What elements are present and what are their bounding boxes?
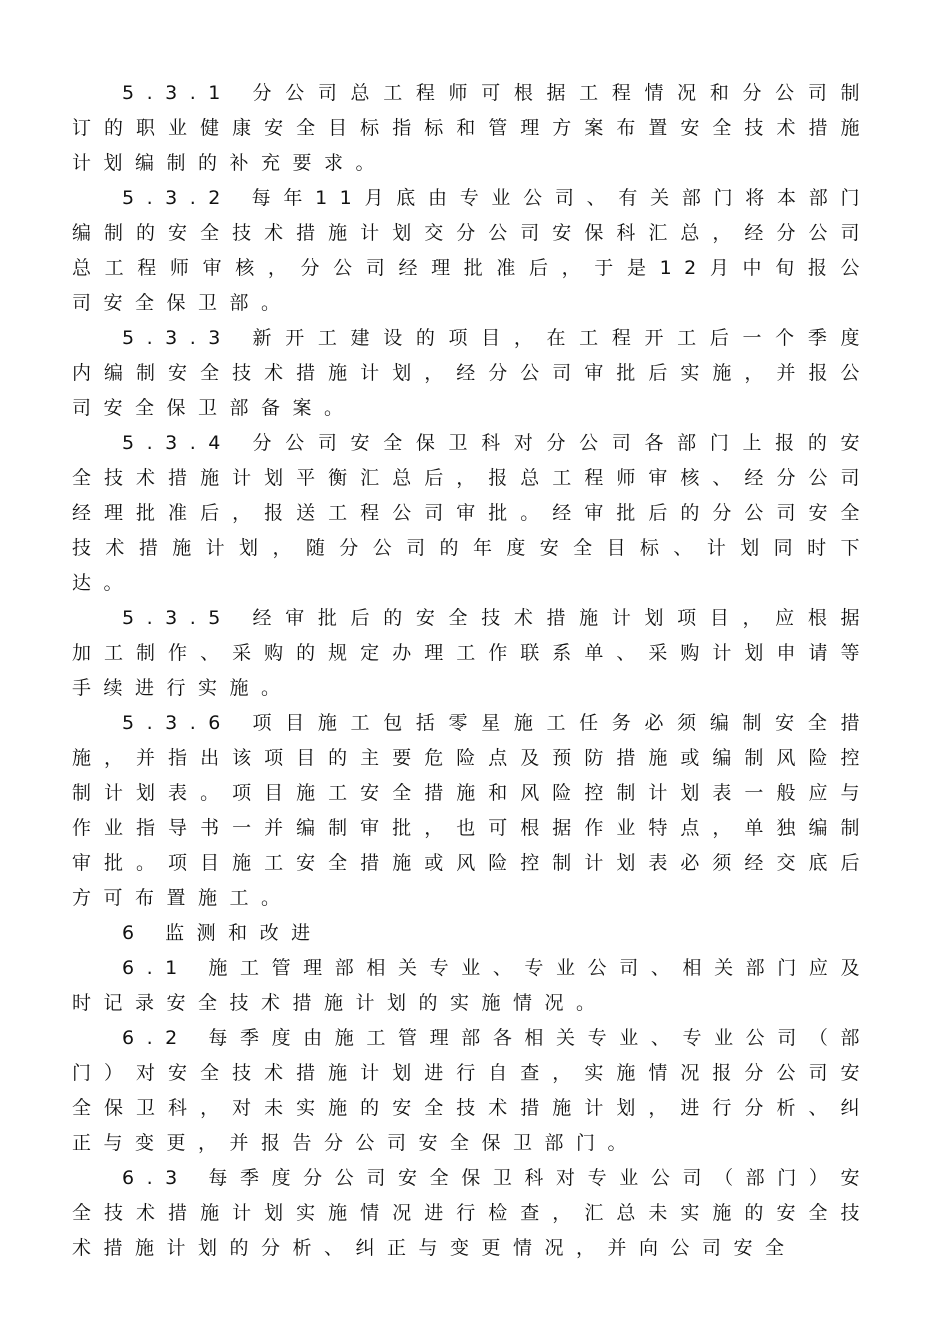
paragraph-6-1: 6.1 施工管理部相关专业、专业公司、相关部门应及时记录安全技术措施计划的实施情况。 [72,957,872,1014]
document-body [72,76,872,1266]
paragraph-5-3-2: 5.3.2 每年11月底由专业公司、有关部门将本部门编制的安全技术措施计划交分公司安保科汇总，经分公司总工程师审核，分公司经理批准后，于是12月中旬报公司安全保卫部。 [72,187,872,314]
paragraph-6-3: 6.3 每季度分公司安全保卫科对专业公司（部门）安全技术措施计划实施情况进行检查，汇总未实施的安全技术措施计划的分析、纠正与变更情况，并向公司安全 [72,1167,872,1259]
section-heading-6: 6 监测和改进 [122,922,323,944]
paragraph-5-3-6: 5.3.6 项目施工包括零星施工任务必须编制安全措施，并指出该项目的主要危险点及预防措施或编制风险控制计划表。项目施工安全措施和风险控制计划表一般应与作业指导书一并编制审批，也可根据作业特点，单独编制审批。项目施工安全措施或风险控制计划表必须经交底后方可布置施工。 [72,712,872,909]
paragraph-5-3-5: 5.3.5 经审批后的安全技术措施计划项目，应根据加工制作、采购的规定办理工作联系单、采购计划申请等手续进行实施。 [72,607,872,699]
paragraph-5-3-3: 5.3.3 新开工建设的项目，在工程开工后一个季度内编制安全技术措施计划，经分公司审批后实施，并报公司安全保卫部备案。 [72,327,872,419]
paragraph-5-3-1: 5.3.1 分公司总工程师可根据工程情况和分公司制订的职业健康安全目标指标和管理方案布置安全技术措施计划编制的补充要求。 [72,82,872,174]
paragraph-5-3-4: 5.3.4 分公司安全保卫科对分公司各部门上报的安全技术措施计划平衡汇总后，报总工程师审核、经分公司经理批准后，报送工程公司审批。经审批后的分公司安全技术措施计划，随分公司的年度安全目标、计划同时下达。 [72,432,872,594]
paragraph-6-2: 6.2 每季度由施工管理部各相关专业、专业公司（部门）对安全技术措施计划进行自查，实施情况报分公司安全保卫科，对未实施的安全技术措施计划，进行分析、纠正与变更，并报告分公司安全保卫部门。 [72,1027,872,1154]
